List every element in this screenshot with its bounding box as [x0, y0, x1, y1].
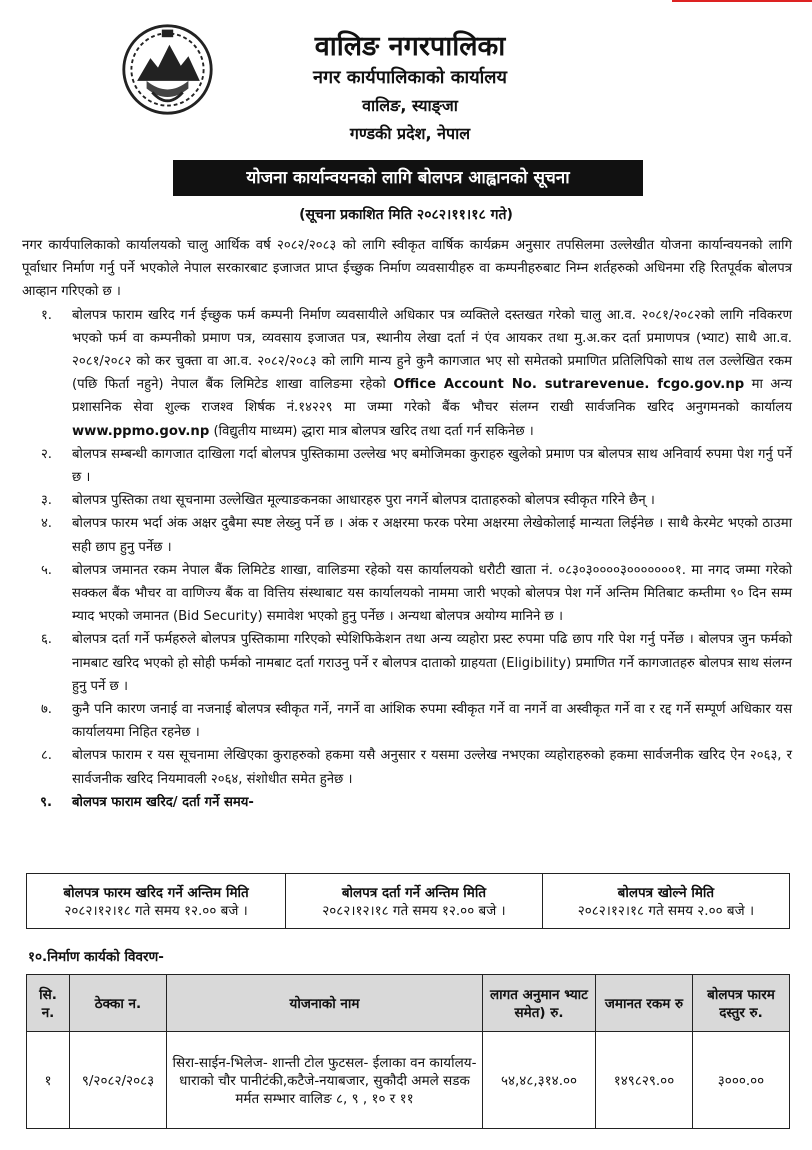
condition-item	[22, 304, 792, 443]
column-header: जमानत रकम रु	[596, 975, 693, 1032]
cell-cost-estimate: ५४,४८,३१४.००	[483, 1032, 596, 1129]
cell-bid-security: १४९८२९.००	[596, 1032, 693, 1129]
condition-text: बोलपत्र फारम भर्दा अंक अक्षर दुबैमा स्पष्ट लेख्नु पर्ने छ । अंक र अक्षरमा फरक परेमा अक्षरमा लेखेकोलाई मान्यता लिईनेछ । साथै केरमेट भएको ठाउमा सही छाप हुनु पर्नेछ ।	[72, 516, 792, 555]
org-name: वालिङ नगरपालिका	[314, 31, 506, 62]
notice-body	[22, 234, 792, 814]
section-number: ९.	[40, 794, 52, 810]
office-location: वालिङ, स्याङ्जा	[362, 96, 458, 115]
cell-form-fee: ३०००.००	[693, 1032, 790, 1129]
schedule-cell	[542, 874, 789, 929]
top-accent-line	[672, 0, 812, 2]
cell-sn: १	[27, 1032, 70, 1129]
condition-text: मा अन्य प्रशासनिक सेवा शुल्क राजश्व शिर्षक नं.१४२२९ मा जम्मा गरेको बैंक भौचर संलग्न राखी सार्वजनिक खरिद अनुगमनको कार्यालय	[72, 377, 793, 416]
condition-number: ८.	[40, 748, 52, 764]
condition-text: बोलपत्र फाराम र यस सूचनामा लेखिएका कुराहरुको हकमा यसै अनुसार र यसमा उल्लेख नभएका व्यहोराहरुको हकमा सार्वजनीक खरिद ऐन २०६३, र सार्वजनीक खरिद नियमावली २०६४, संशोधीत समेत हुनेछ ।	[72, 748, 792, 787]
office-account: Office Account No. sutrarevenue. fcgo.gov.np	[393, 377, 745, 393]
condition-text: बोलपत्र सम्बन्धी कागजात दाखिला गर्दा बोलपत्र पुस्तिकामा उल्लेख भए बमोजिमका कुराहरु खुलेको प्रमाण पत्र बोलपत्र साथ अनिवार्य रुपमा पेश गर्नु पर्ने छ ।	[72, 446, 792, 486]
schedule-value: २०८२।१२।१८ गते समय २.०० बजे ।	[577, 903, 755, 919]
column-header: ठेक्का न.	[70, 975, 167, 1032]
condition-text: बोलपत्र दर्ता गर्ने फर्महरुले बोलपत्र पुस्तिकामा गरिएको स्पेशिफिकेशन तथा अन्य व्यहोरा प्रस्ट रुपमा पढि छाप गरि पेश गर्नु पर्नेछ । बोलपत्र जुन फर्मको नामबाट खरिद भएको हो सोही फर्मको नामबाट दर्ता गराउनु पर्ने र बोलपत्र दाताको ग्राहयता (Eligibility) प्रमाणित गर्ने कागजातहरु बोलपत्र साथ संलग्न हुनु पर्ने छ ।	[72, 632, 792, 694]
condition-text: बोलपत्र फाराम खरिद गर्न ईच्छुक फर्म कम्पनी निर्माण व्यवसायीले अधिकार पत्र व्यक्तिले दस्तखत गरेको चालु आ.व. २०८१/२०८२को लागि नविकरण भएको फर्म वा कम्पनीको प्रमाण पत्र, व्यवसाय इजाजत पत्र, स्थानीय लेखा दर्ता नं एंव आयकर तथा मु.अ.कर दर्ता प्रमाणपत्र (भ्याट) साथै आ.व. २०८१/२०८२ को कर चुक्ता वा आ.व. २०८२/२०८३ को लागि मान्य हुने कुनै कागजात भए सो समेतको प्रमाणित प्रतिलिपिको साथ तल उल्लेखित रकम (पछि फिर्ता नहुने) नेपाल बैंक लिमिटेड शाखा वालिङमा रहेको	[72, 307, 792, 393]
condition-number: ४.	[40, 516, 52, 532]
table-row	[27, 874, 790, 929]
schedule-table	[26, 873, 790, 929]
schedule-value: २०८२।१२।१८ गते समय १२.०० बजे ।	[64, 903, 248, 919]
condition-item	[22, 443, 792, 489]
schedule-heading: बोलपत्र खोल्ने मिति	[617, 885, 715, 901]
section-10-heading: १०.निर्माण कार्यको विवरण-	[28, 949, 164, 965]
condition-item	[22, 512, 792, 558]
intro-paragraph: नगर कार्यपालिकाको कार्यालयको चालु आर्थिक वर्ष २०८२/२०८३ को लागि स्वीकृत वार्षिक कार्यक्रम अनुसार तपसिलमा उल्लेखीत योजना कार्यान्वयनको लागि पूर्वाधार निर्माण गर्नु पर्ने भएकोले नेपाल सरकारबाट इजाजत प्राप्त ईच्छुक निर्माण व्यवसायीहरु वा कम्पनीहरुबाट निम्न शर्तहरुको अधिनमा रहि रितपूर्वक बोलपत्र आव्हान गरिएको छ ।	[22, 238, 792, 300]
condition-text: बोलपत्र जमानत रकम नेपाल बैंक लिमिटेड शाखा, वालिङमा रहेको यस कार्यालयको धरौटी खाता नं. ०८३०३००००३०००००००१. मा नगद जम्मा गरेको सक्कल बैंक भौचर वा वाणिज्य बैंक वा वित्तिय संस्थाबाट यस कार्यालयको नाममा जारी भएको बोलपत्र पेश गर्ने अन्तिम मितिबाट कम्तीमा ९० दिन सम्म म्याद भएको जमानत (Bid Security) समावेश भएको हुनु पर्नेछ । अन्यथा बोलपत्र अयोग्य मानिने छ ।	[72, 562, 792, 625]
condition-text: कुनै पनि कारण जनाई वा नजनाई बोलपत्र स्वीकृत गर्ने, नगर्ने वा आंशिक रुपमा स्वीकृत गर्ने वा नगर्ने वा अस्वीकृत गर्ने वा र रद्द गर्ने सम्पूर्ण अधिकार यस कार्यालयमा निहित रहनेछ ।	[72, 702, 792, 741]
condition-number: ७.	[40, 702, 52, 718]
notice-header	[0, 8, 812, 158]
ppmo-website-link[interactable]: www.ppmo.gov.np	[72, 423, 210, 439]
section-title: बोलपत्र फाराम खरिद/ दर्ता गर्ने समय-	[72, 794, 254, 810]
table-row	[27, 1032, 790, 1129]
schedule-cell	[27, 874, 286, 929]
condition-number: २.	[40, 446, 52, 462]
schedule-value: २०८२।१२।१८ गते समय १२.०० बजे ।	[322, 903, 506, 919]
column-header: योजनाको नाम	[167, 975, 483, 1032]
condition-item	[22, 559, 792, 629]
condition-text: (विद्युतीय माध्यम) द्धारा मात्र बोलपत्र खरिद तथा दर्ता गर्न सकिनेछ ।	[209, 423, 534, 439]
publication-date: (सूचना प्रकाशित मिति २०८२।११।१८ गते)	[299, 207, 513, 223]
nepal-emblem-icon	[120, 22, 215, 117]
notice-title: योजना कार्यान्वयनको लागि बोलपत्र आह्वानको सूचना	[173, 160, 643, 196]
condition-number: १.	[40, 307, 52, 323]
condition-number: ५.	[40, 562, 52, 578]
condition-item	[22, 744, 792, 790]
condition-number: ६.	[40, 632, 52, 648]
cell-contract-no: ९/२०८२/२०८३	[70, 1032, 167, 1129]
condition-number: ३.	[40, 493, 52, 509]
schedule-heading: बोलपत्र दर्ता गर्ने अन्तिम मिति	[341, 885, 487, 901]
column-header: सि. न.	[27, 975, 70, 1032]
table-header-row	[27, 975, 790, 1032]
schedule-cell	[286, 874, 543, 929]
condition-text: बोलपत्र पुस्तिका तथा सूचनामा उल्लेखित मूल्याङकनका आधारहरु पुरा नगर्ने बोलपत्र दाताहरुको बोलपत्र स्वीकृत गरिने छैन् ।	[72, 493, 655, 509]
schedule-heading: बोलपत्र फारम खरिद गर्ने अन्तिम मिति	[63, 885, 249, 901]
condition-item	[22, 628, 792, 698]
works-table	[26, 974, 790, 1129]
section-9-heading	[22, 791, 792, 814]
column-header: बोलपत्र फारम दस्तुर रु.	[693, 975, 790, 1032]
office-province: गण्डकी प्रदेश, नेपाल	[349, 124, 471, 143]
condition-item	[22, 698, 792, 744]
cell-project-name: सिरा-साईन-भिलेज- शान्ती टोल फुटसल- ईलाका वन कार्यालय- धाराको चौर पानीटंकी,कटैजे-नयाबजार, सुकौदी अमले सडक मर्मत सम्भार वालिङ ८, ९ , १० र ११	[167, 1032, 483, 1129]
column-header: लागत अनुमान भ्याट समेत) रु.	[483, 975, 596, 1032]
condition-item	[22, 489, 792, 512]
office-name: नगर कार्यपालिकाको कार्यालय	[313, 67, 507, 88]
